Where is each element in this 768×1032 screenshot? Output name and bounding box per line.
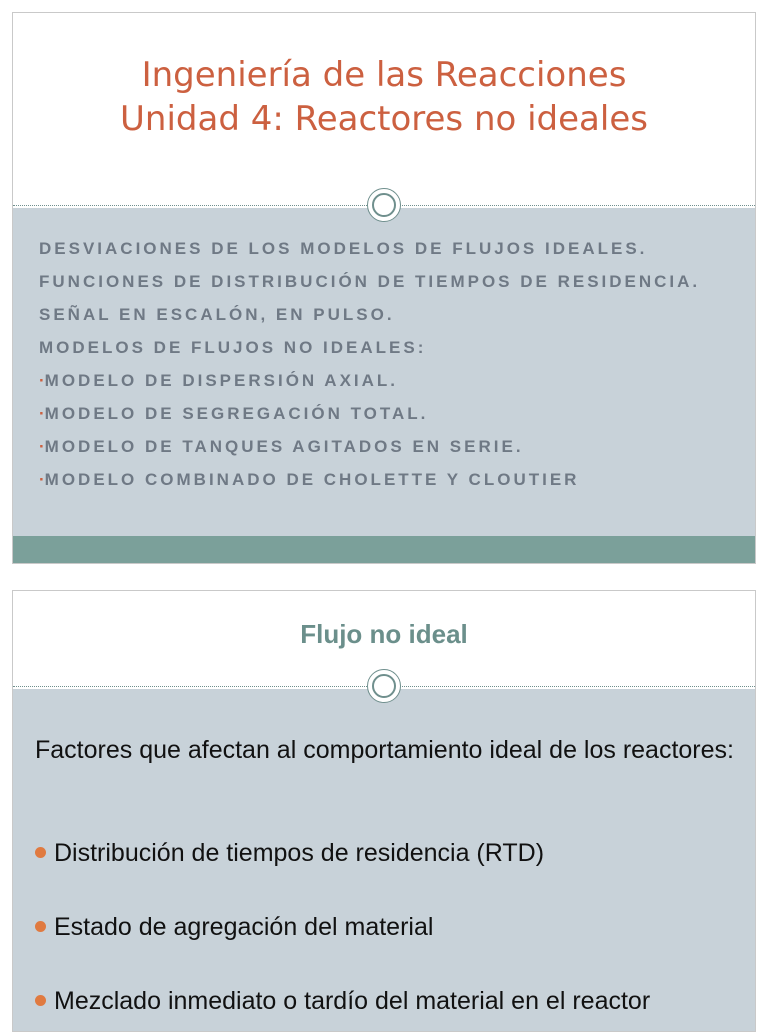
bullet-item: Estado de agregación del material xyxy=(35,912,433,942)
topic-item: DESVIACIONES DE LOS MODELOS DE FLUJOS IDEALES. xyxy=(39,239,648,258)
topic-item: SEÑAL EN ESCALÓN, EN PULSO. xyxy=(39,305,395,324)
bullet-dot-icon xyxy=(35,847,46,858)
slide-1-bottom-band xyxy=(13,536,755,563)
slide-1-title-area xyxy=(13,13,755,205)
bullet-dot-icon xyxy=(35,921,46,932)
bullet-dot-icon: · xyxy=(39,437,45,456)
bullet-dot-icon xyxy=(35,995,46,1006)
topic-item: ·MODELO DE TANQUES AGITADOS EN SERIE. xyxy=(39,437,524,456)
bullet-dot-icon: · xyxy=(39,470,45,489)
slide-2-content xyxy=(13,689,755,1031)
topic-item: ·MODELO DE DISPERSIÓN AXIAL. xyxy=(39,371,399,390)
topic-item: ·MODELO COMBINADO DE CHOLETTE Y CLOUTIER xyxy=(39,470,580,489)
bullet-dot-icon: · xyxy=(39,404,45,423)
slide-2-intro: Factores que afectan al comportamiento ideal de los reactores: xyxy=(35,736,734,764)
bullet-item: Mezclado inmediato o tardío del material en el reactor xyxy=(35,986,650,1016)
slide-1-title-line-2: Unidad 4: Reactores no ideales xyxy=(120,99,648,139)
slide-1-content xyxy=(13,208,755,563)
slide-1-title-line-1: Ingeniería de las Reacciones xyxy=(141,55,627,95)
topic-item: ·MODELO DE SEGREGACIÓN TOTAL. xyxy=(39,404,429,423)
topic-item: MODELOS DE FLUJOS NO IDEALES: xyxy=(39,338,427,357)
circle-divider-icon xyxy=(367,188,401,222)
circle-divider-icon xyxy=(367,669,401,703)
slide-2 xyxy=(12,590,756,1032)
slide-1-topic-list xyxy=(39,238,729,502)
topic-item: FUNCIONES DE DISTRIBUCIÓN DE TIEMPOS DE RESIDENCIA. xyxy=(39,272,701,291)
slide-1 xyxy=(12,12,756,564)
bullet-item: Distribución de tiempos de residencia (RTD) xyxy=(35,838,544,868)
slide-2-title: Flujo no ideal xyxy=(300,619,468,649)
bullet-dot-icon: · xyxy=(39,371,45,390)
